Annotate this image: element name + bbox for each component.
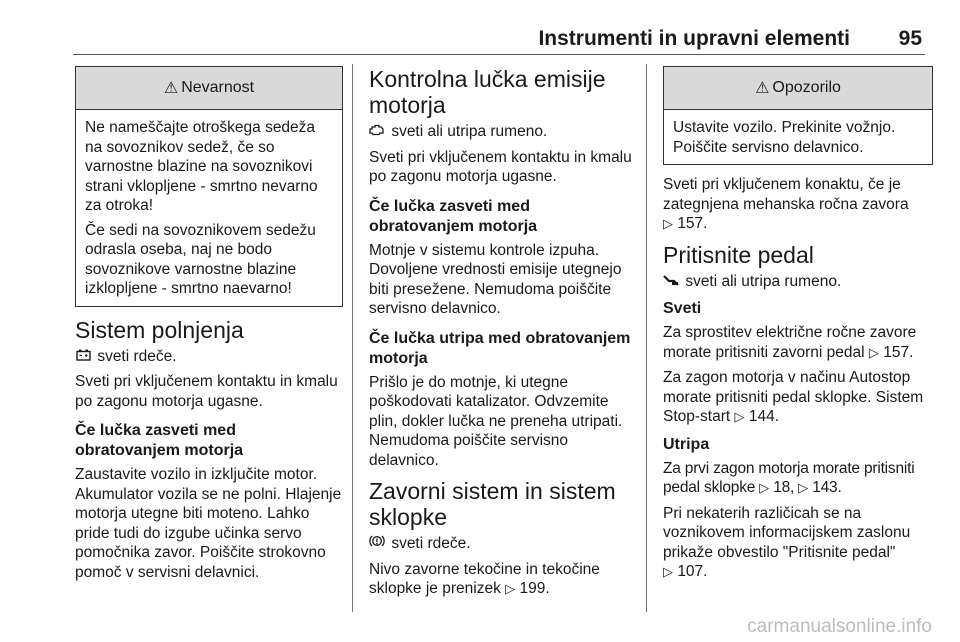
page-reference[interactable]: 143. [812,479,842,496]
engine-icon [369,122,385,142]
page-reference[interactable]: 107. [677,563,708,580]
column-divider [646,64,647,612]
page-reference[interactable]: 157. [883,343,914,361]
paragraph: Motnje v sistemu kontrole izpuha. Dovoljene vrednosti emisije utegnejo biti presežene. Nemudoma poiščite servisno delavnico. [369,241,622,317]
indicator-text: sveti rdeče. [97,347,177,365]
indicator-text: sveti ali utripa rumeno. [685,272,842,290]
paragraph [663,504,933,582]
paragraph-text: Sveti pri vključenem konaktu, če je zategnjena mehanska ročna zavora [663,176,909,213]
indicator-text: sveti ali utripa rumeno. [391,123,548,140]
paragraph [663,368,933,427]
reference-arrow-icon: ▷ [759,480,770,495]
reference-arrow-icon: ▷ [663,564,673,579]
caution-box-header [664,67,932,110]
page-reference[interactable]: 199. [519,580,550,597]
page-number: 95 [898,27,922,50]
danger-box-body [76,110,342,306]
paragraph-text: Za sprostitev električne ročne zavore morate pritisniti zavorni pedal [663,324,917,361]
reference-arrow-icon: ▷ [868,344,879,360]
indicator-line [663,272,933,292]
warning-triangle-icon: ⚠ [163,80,179,97]
header-title: Instrumenti in upravni elementi [538,27,850,50]
danger-box-title: Nevarnost [181,79,255,96]
warning-triangle-icon: ⚠ [755,80,770,97]
subheading: Če lučka utripa med obratovanjem motorja [369,329,631,367]
subheading: Utripa [663,435,710,453]
paragraph-text: Za prvi zagon motorja morate pritisniti pedal sklopke [663,459,915,496]
watermark: carmanualsonline.info [747,616,932,637]
paragraph [663,459,933,498]
subheading: Če lučka zasveti med obratovanjem motorja [75,422,244,459]
caution-box-body [664,110,932,164]
page-header [0,0,960,50]
indicator-line [369,122,637,142]
brake-icon [369,534,385,554]
caution-box [663,66,933,165]
danger-box [75,66,343,307]
page-reference[interactable]: 18, [773,479,795,496]
paragraph [663,175,933,234]
indicator-line [75,347,343,367]
subheading: Če lučka zasveti med obratovanjem motorja [369,197,538,235]
column-3 [663,66,933,588]
danger-box-header [76,67,342,110]
paragraph [663,323,933,362]
column-2 [369,66,637,605]
danger-text: Ne nameščajte otroškega sedeža na sovoznikov sedež, če so varnostne blazine na sovoznikovi strani vklopljene - smrtno nevarno za otroka! [85,119,318,214]
caution-text: Ustavite vozilo. Prekinite vožnjo. Poiščite servisno delavnico. [673,119,896,156]
reference-arrow-icon: ▷ [505,581,516,596]
danger-text: Če sedi na sovoznikovem sedežu odrasla oseba, naj ne bodo sovoznikove varnostne blazine izklopljene - smrtno naevarno! [85,221,316,297]
section-heading: Zavorni sistem in sistem sklopke [369,478,616,530]
paragraph: Sveti pri vključenem kontaktu in kmalu po zagonu motorja ugasne. [369,148,632,185]
caution-box-title: Opozorilo [772,79,841,96]
reference-arrow-icon: ▷ [734,409,745,424]
reference-arrow-icon: ▷ [798,480,809,495]
indicator-text: sveti rdeče. [391,535,471,552]
page-reference[interactable]: 144. [748,408,779,425]
pedal-icon [663,272,679,292]
subheading: Sveti [663,300,702,317]
indicator-line [369,534,637,554]
paragraph-text: Pri nekaterih različicah se na voznikovem informacijskem zaslonu prikaže obvestilo "Pritisnite pedal" [663,504,911,561]
section-heading: Sistem polnjenja [75,316,244,343]
paragraph-text: Za zagon motorja v načinu Autostop morate pritisniti pedal sklopke. Sistem Stop-start [663,369,924,425]
column-divider [352,64,353,612]
battery-icon [75,347,91,367]
section-heading: Kontrolna lučka emisije motorja [369,66,606,118]
column-1 [75,66,343,588]
paragraph [369,560,637,599]
paragraph: Sveti pri vključenem kontaktu in kmalu po zagonu motorja ugasne. [75,373,338,410]
paragraph: Prišlo je do motnje, ki utegne poškodovati katalizator. Odvzemite plin, dokler lučka ne preneha utripati. Nemudoma poiščite servisno delavnico. [369,373,623,469]
reference-arrow-icon: ▷ [663,216,673,231]
header-rule [73,54,925,55]
paragraph: Zaustavite vozilo in izključite motor. Akumulator vozila se ne polni. Hlajenje motorja utegne biti moteno. Lahko pride tudi do izgube učinka servo pomočnika zavor. Poiščite strokovno pomoč v servisni delavnici. [75,466,342,581]
section-heading: Pritisnite pedal [663,241,814,268]
page-reference[interactable]: 157. [677,215,708,232]
paragraph-text: Nivo zavorne tekočine in tekočine sklopke je prenizek [369,560,600,597]
